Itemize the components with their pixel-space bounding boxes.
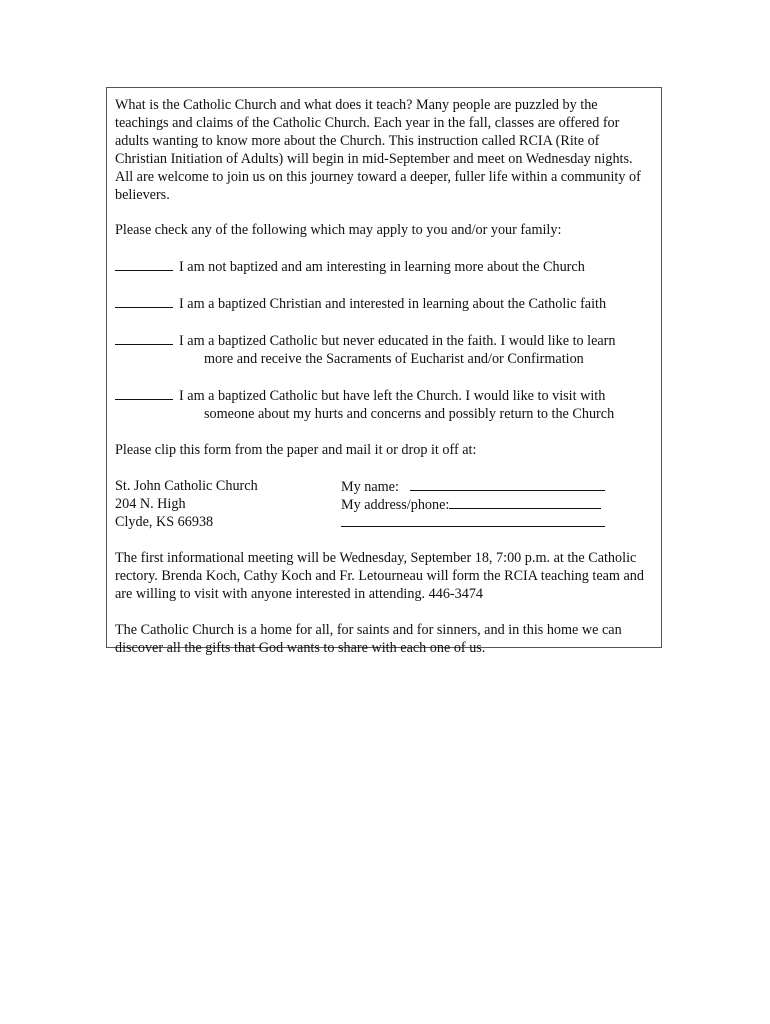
option-baptized-catholic-uneducated [115, 331, 653, 368]
church-street: 204 N. High [115, 496, 186, 512]
option-text-continued: more and receive the Sacraments of Eucharist and/or Confirmation [204, 351, 584, 367]
my-address-row-2 [341, 513, 653, 531]
my-name-label: My name: [341, 479, 399, 495]
my-address-row [341, 495, 653, 513]
option-baptized-christian [115, 294, 653, 313]
meeting-paragraph: The first informational meeting will be Wednesday, September 18, 7:00 p.m. at the Catholic rectory. Brenda Koch, Cathy Koch and Fr. Letourneau will form the RCIA teaching team and are willing to visit with anyone interested in attending. 446-3474 [115, 550, 644, 602]
address-block [115, 477, 653, 531]
check-blank-1[interactable] [115, 257, 173, 271]
church-address [115, 477, 341, 531]
check-blank-3[interactable] [115, 331, 173, 345]
option-text: I am a baptized Catholic but never educated in the faith. I would like to learn [179, 333, 616, 349]
mail-instruction: Please clip this form from the paper and mail it or drop it off at: [115, 442, 477, 458]
option-not-baptized [115, 257, 653, 276]
check-blank-2[interactable] [115, 294, 173, 308]
closing-paragraph: The Catholic Church is a home for all, for saints and for sinners, and in this home we can discover all the gifts that God wants to share with each one of us. [115, 622, 622, 656]
church-name: St. John Catholic Church [115, 478, 258, 494]
contact-fields [341, 477, 653, 531]
option-text-continued: someone about my hurts and concerns and possibly return to the Church [204, 406, 615, 422]
check-blank-4[interactable] [115, 386, 173, 400]
my-name-row [341, 477, 653, 495]
church-city: Clyde, KS 66938 [115, 514, 214, 530]
my-address-field[interactable] [449, 495, 601, 509]
option-text: I am not baptized and am interesting in learning more about the Church [179, 259, 585, 275]
option-text: I am a baptized Christian and interested in learning about the Catholic faith [179, 296, 607, 312]
my-name-field[interactable] [410, 477, 605, 491]
option-left-church [115, 386, 653, 423]
check-prompt: Please check any of the following which may apply to you and/or your family: [115, 222, 562, 238]
rcia-form-box [106, 87, 662, 656]
my-address-field-2[interactable] [341, 513, 605, 527]
option-text: I am a baptized Catholic but have left the Church. I would like to visit with [179, 388, 606, 404]
my-address-label: My address/phone: [341, 497, 450, 513]
intro-paragraph: What is the Catholic Church and what does it teach? Many people are puzzled by the teachings and claims of the Catholic Church. Each year in the fall, classes are offered for adults wanting to know more about the Church. This instruction called RCIA (Rite of Christian Initiation of Adults) will begin in mid-September and meet on Wednesday nights. All are welcome to join us on this journey toward a deeper, fuller life within a community of believers. [115, 97, 641, 203]
